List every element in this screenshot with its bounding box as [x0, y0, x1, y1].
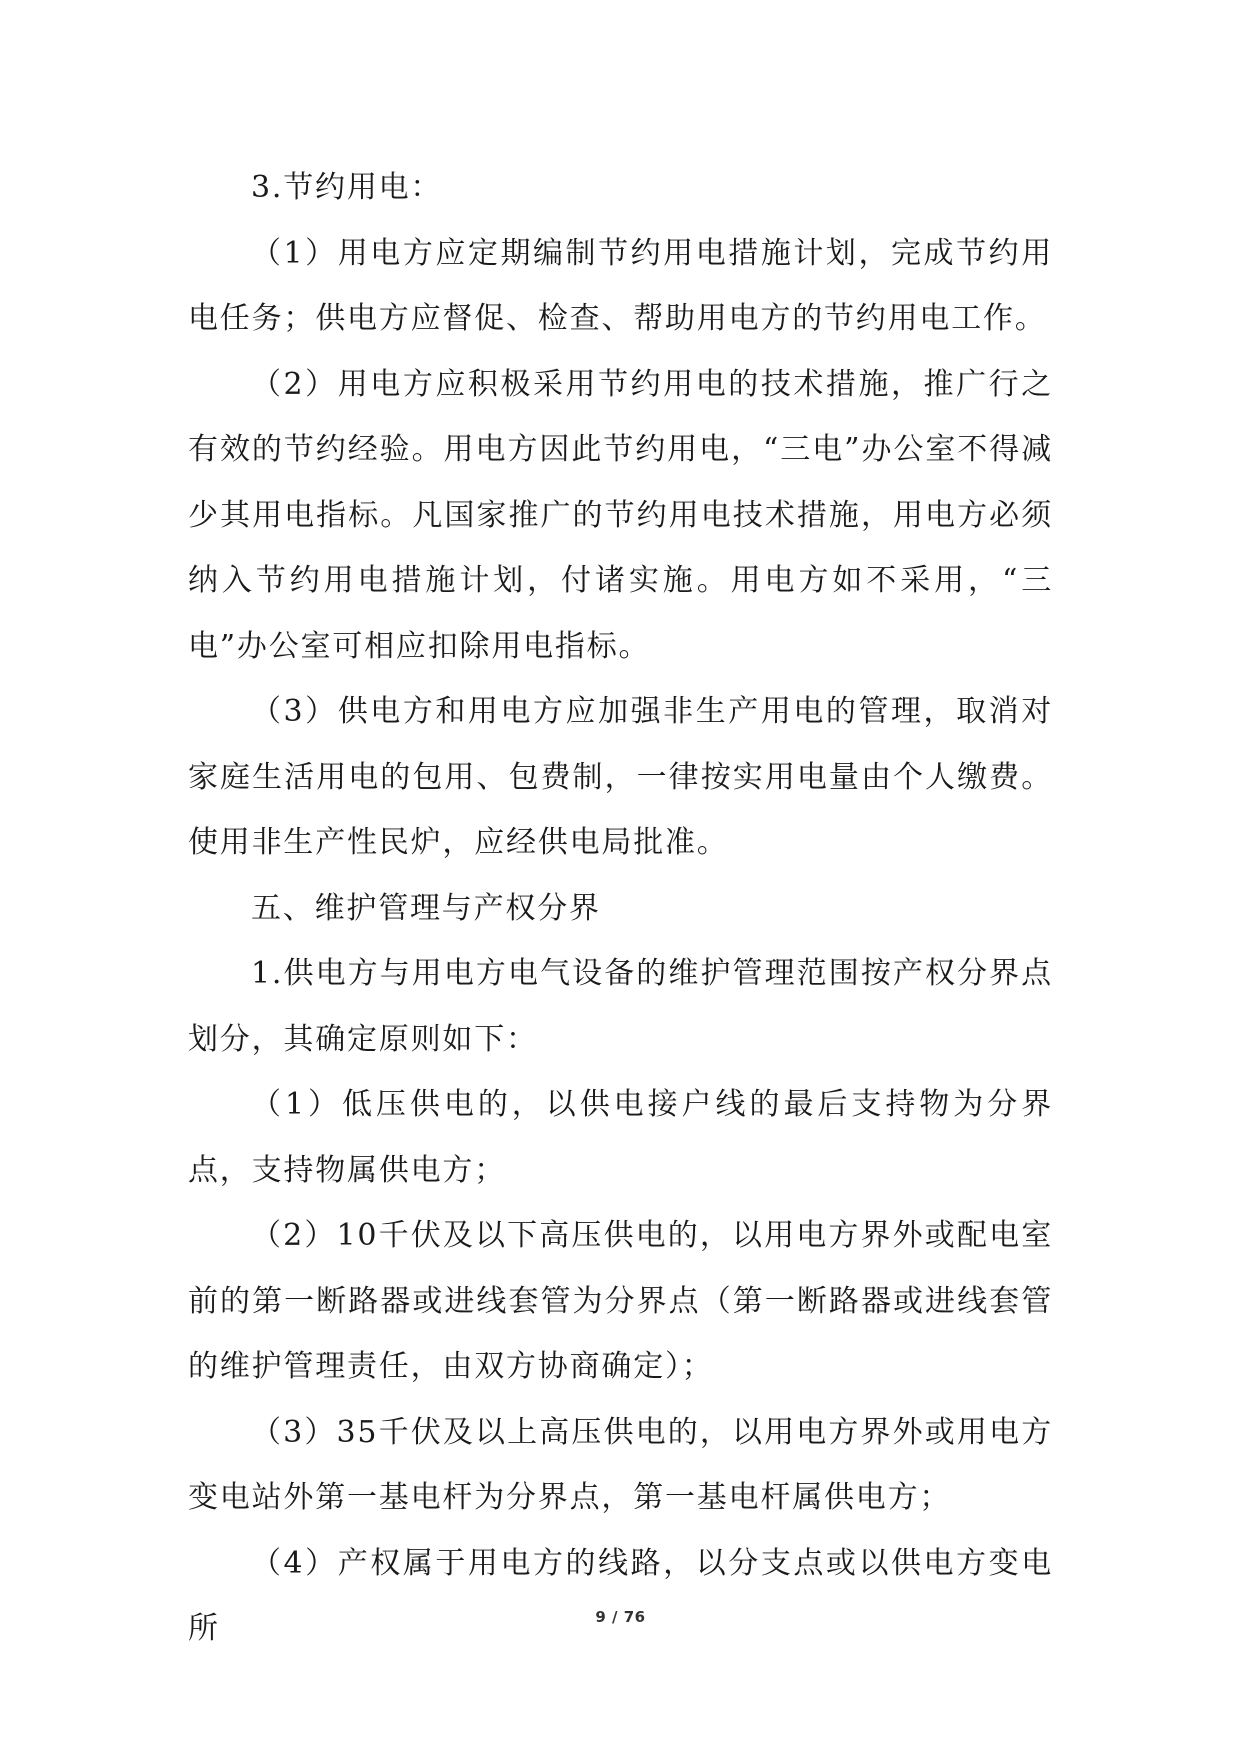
paragraph-boundary-10kv: （2）10千伏及以下高压供电的，以用电方界外或配电室前的第一断路器或进线套管为分界点（第一断路器或进线套管的维护管理责任，由双方协商确定）； — [188, 1218, 1053, 1384]
paragraph-energy-saving-2: （2）用电方应积极采用节约用电的技术措施，推广行之有效的节约经验。用电方因此节约用电，“三电”办公室不得减少其用电指标。凡国家推广的节约用电技术措施，用电方必须纳入节约用电措施计划，付诸实施。用电方如不采用，“三电”办公室可相应扣除用电指标。 — [188, 366, 1053, 664]
section-heading-maintenance: 五、维护管理与产权分界 — [251, 890, 601, 926]
document-body — [188, 155, 1053, 1662]
paragraph-energy-saving-1: （1）用电方应定期编制节约用电措施计划，完成节约用电任务；供电方应督促、检查、帮助用电方的节约用电工作。 — [188, 235, 1053, 336]
page-number: 9 / 76 — [595, 1608, 646, 1626]
paragraph-boundary-35kv: （3）35千伏及以上高压供电的，以用电方界外或用电方变电站外第一基电杆为分界点，第一基电杆属供电方； — [188, 1414, 1053, 1515]
paragraph-boundary-principle: 1.供电方与用电方电气设备的维护管理范围按产权分界点划分，其确定原则如下： — [188, 956, 1053, 1057]
section-heading-energy-saving: 3.节约用电： — [251, 170, 443, 205]
paragraph-boundary-user-line: （4）产权属于用电方的线路，以分支点或以供电方变电所 — [188, 1545, 1053, 1646]
paragraph-boundary-low-voltage: （1）低压供电的，以供电接户线的最后支持物为分界点，支持物属供电方； — [188, 1087, 1053, 1188]
paragraph-energy-saving-3: （3）供电方和用电方应加强非生产用电的管理，取消对家庭生活用电的包用、包费制，一律按实用电量由个人缴费。使用非生产性民炉，应经供电局批准。 — [188, 694, 1053, 860]
